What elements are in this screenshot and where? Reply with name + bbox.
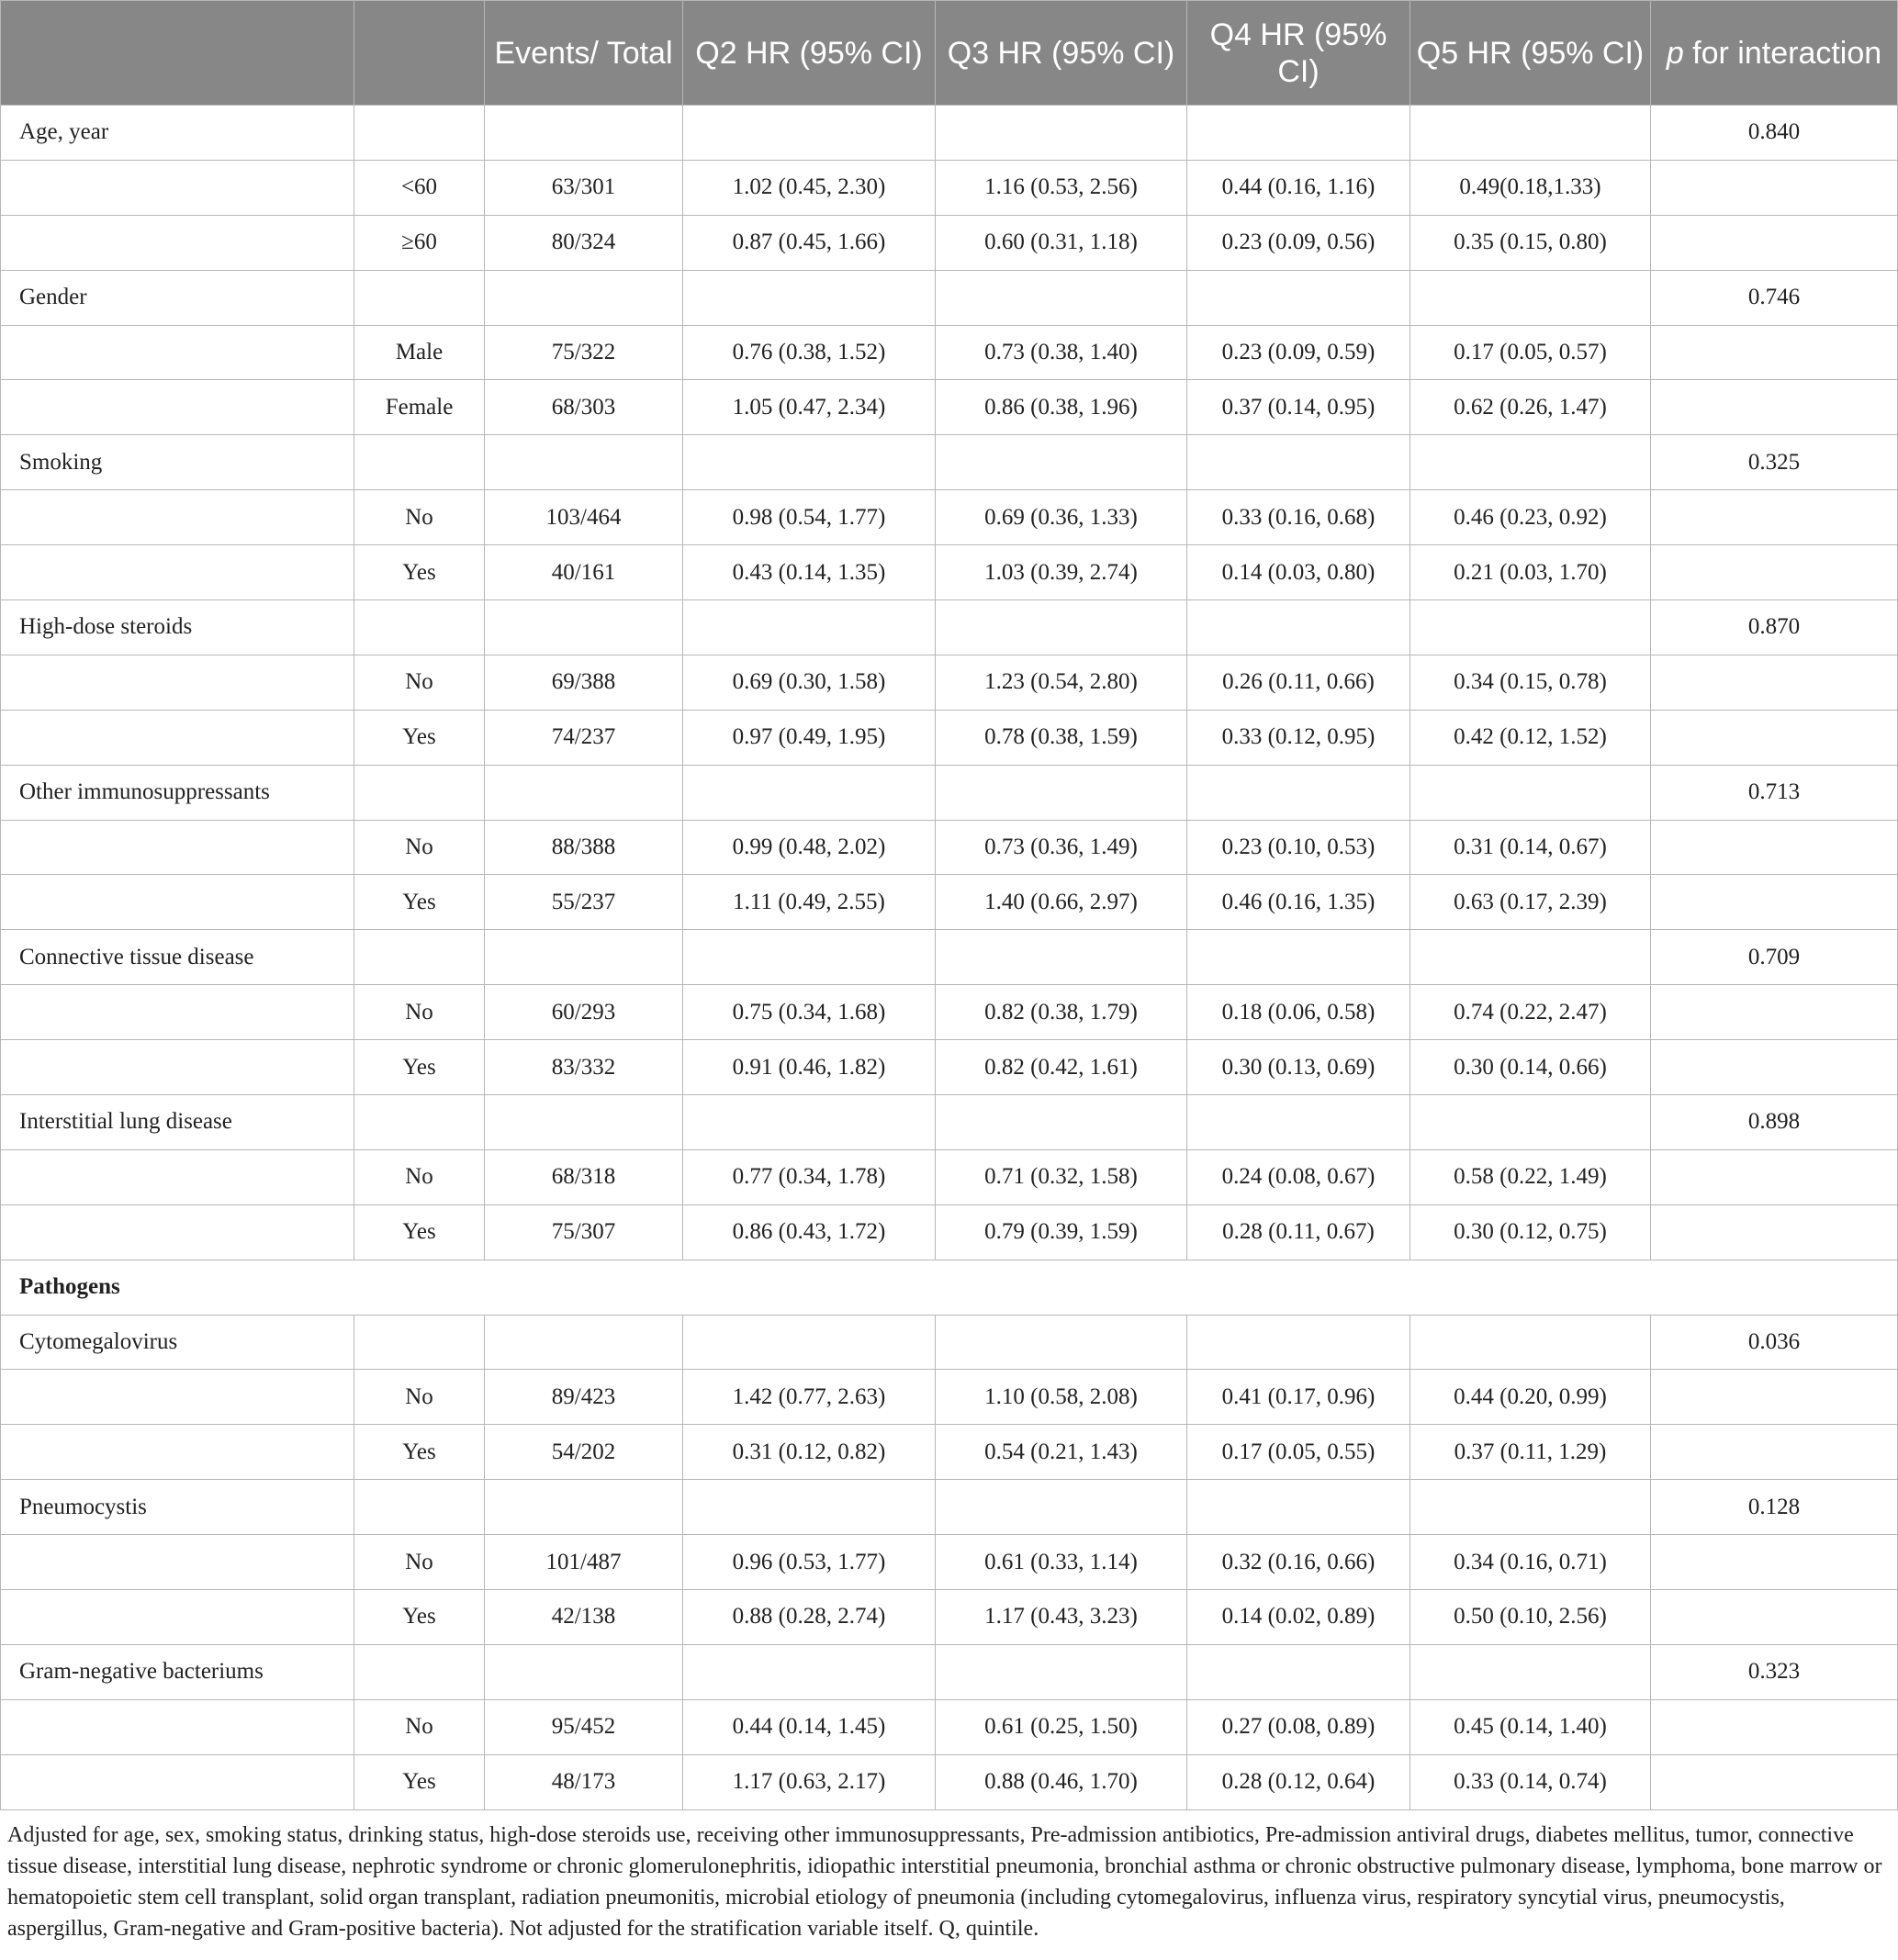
- q3-hr-cell: 0.54 (0.21, 1.43): [936, 1425, 1187, 1480]
- subgroup-cell: Yes: [354, 545, 485, 600]
- q5-hr-cell: 0.42 (0.12, 1.52): [1410, 710, 1651, 765]
- empty-cell: [1410, 270, 1651, 325]
- empty-cell: [936, 930, 1187, 985]
- empty-cell: [683, 1480, 936, 1535]
- q3-hr-cell: 0.88 (0.46, 1.70): [936, 1754, 1187, 1809]
- group-label: Cytomegalovirus: [1, 1315, 354, 1370]
- q5-hr-cell: 0.44 (0.20, 0.99): [1410, 1370, 1651, 1425]
- events-total-cell: 83/332: [485, 1040, 683, 1095]
- q3-hr-cell: 1.16 (0.53, 2.56): [936, 160, 1187, 215]
- q3-hr-cell: 1.40 (0.66, 2.97): [936, 875, 1187, 930]
- p-for-interaction-cell: 0.325: [1651, 435, 1898, 490]
- q4-hr-cell: 0.44 (0.16, 1.16): [1187, 160, 1410, 215]
- q2-hr-cell: 0.87 (0.45, 1.66): [683, 215, 936, 270]
- q4-hr-cell: 0.17 (0.05, 0.55): [1187, 1425, 1410, 1480]
- empty-cell: [354, 1644, 485, 1699]
- group-row: [1, 1315, 1898, 1370]
- table-row: [1, 1699, 1898, 1754]
- empty-cell: [1187, 1644, 1410, 1699]
- header-row: [1, 1, 1898, 106]
- q3-hr-cell: 0.61 (0.25, 1.50): [936, 1699, 1187, 1754]
- empty-cell: [1, 1040, 354, 1095]
- subgroup-cell: Yes: [354, 1754, 485, 1809]
- q2-hr-cell: 1.05 (0.47, 2.34): [683, 380, 936, 435]
- empty-cell: [354, 1315, 485, 1370]
- q5-hr-cell: 0.34 (0.15, 0.78): [1410, 655, 1651, 710]
- header-p-italic: p: [1666, 35, 1684, 71]
- empty-cell: [1, 1754, 354, 1809]
- header-q2: Q2 HR (95% CI): [683, 1, 936, 106]
- empty-cell: [1651, 1149, 1898, 1204]
- events-total-cell: 48/173: [485, 1754, 683, 1809]
- group-row: [1, 435, 1898, 490]
- q4-hr-cell: 0.24 (0.08, 0.67): [1187, 1149, 1410, 1204]
- empty-cell: [1, 710, 354, 765]
- table-row: [1, 215, 1898, 270]
- q4-hr-cell: 0.18 (0.06, 0.58): [1187, 985, 1410, 1040]
- subgroup-cell: Yes: [354, 1425, 485, 1480]
- header-events-total: Events/ Total: [485, 1, 683, 106]
- empty-cell: [1651, 1754, 1898, 1809]
- subgroup-cell: Yes: [354, 1040, 485, 1095]
- table-row: [1, 985, 1898, 1040]
- q3-hr-cell: 0.71 (0.32, 1.58): [936, 1149, 1187, 1204]
- q3-hr-cell: 1.03 (0.39, 2.74): [936, 545, 1187, 600]
- table-row: [1, 1425, 1898, 1480]
- header-q3: Q3 HR (95% CI): [936, 1, 1187, 106]
- table-row: [1, 875, 1898, 930]
- q2-hr-cell: 0.96 (0.53, 1.77): [683, 1535, 936, 1590]
- subgroup-cell: No: [354, 1699, 485, 1754]
- empty-cell: [354, 765, 485, 820]
- empty-cell: [1651, 1590, 1898, 1645]
- p-for-interaction-cell: 0.709: [1651, 930, 1898, 985]
- empty-cell: [1, 985, 354, 1040]
- q3-hr-cell: 0.69 (0.36, 1.33): [936, 490, 1187, 545]
- empty-cell: [1651, 710, 1898, 765]
- q4-hr-cell: 0.28 (0.11, 0.67): [1187, 1204, 1410, 1260]
- empty-cell: [354, 1480, 485, 1535]
- q3-hr-cell: 1.23 (0.54, 2.80): [936, 655, 1187, 710]
- empty-cell: [1651, 215, 1898, 270]
- empty-cell: [1187, 600, 1410, 655]
- group-label: Other immunosuppressants: [1, 765, 354, 820]
- q2-hr-cell: 0.91 (0.46, 1.82): [683, 1040, 936, 1095]
- group-row: [1, 930, 1898, 985]
- empty-cell: [1, 160, 354, 215]
- empty-cell: [1, 1590, 354, 1645]
- empty-cell: [1187, 270, 1410, 325]
- empty-cell: [683, 600, 936, 655]
- q4-hr-cell: 0.33 (0.12, 0.95): [1187, 710, 1410, 765]
- q2-hr-cell: 0.98 (0.54, 1.77): [683, 490, 936, 545]
- q3-hr-cell: 0.73 (0.38, 1.40): [936, 325, 1187, 380]
- subgroup-cell: ≥60: [354, 215, 485, 270]
- empty-cell: [1187, 435, 1410, 490]
- empty-cell: [1651, 1425, 1898, 1480]
- empty-cell: [1651, 985, 1898, 1040]
- q3-hr-cell: 1.10 (0.58, 2.08): [936, 1370, 1187, 1425]
- q5-hr-cell: 0.34 (0.16, 0.71): [1410, 1535, 1651, 1590]
- group-label: Smoking: [1, 435, 354, 490]
- empty-cell: [936, 270, 1187, 325]
- q3-hr-cell: 0.79 (0.39, 1.59): [936, 1204, 1187, 1260]
- events-total-cell: 55/237: [485, 875, 683, 930]
- p-for-interaction-cell: 0.128: [1651, 1480, 1898, 1535]
- q3-hr-cell: 1.17 (0.43, 3.23): [936, 1590, 1187, 1645]
- table-row: [1, 490, 1898, 545]
- empty-cell: [1, 1204, 354, 1260]
- empty-cell: [354, 270, 485, 325]
- empty-cell: [1, 655, 354, 710]
- q3-hr-cell: 0.82 (0.42, 1.61): [936, 1040, 1187, 1095]
- empty-cell: [1410, 435, 1651, 490]
- empty-cell: [1651, 490, 1898, 545]
- empty-cell: [1410, 765, 1651, 820]
- empty-cell: [485, 435, 683, 490]
- q4-hr-cell: 0.28 (0.12, 0.64): [1187, 1754, 1410, 1809]
- empty-cell: [485, 600, 683, 655]
- group-label: Interstitial lung disease: [1, 1095, 354, 1150]
- empty-cell: [485, 930, 683, 985]
- empty-cell: [1410, 600, 1651, 655]
- empty-cell: [354, 435, 485, 490]
- empty-cell: [1, 545, 354, 600]
- table-row: [1, 1535, 1898, 1590]
- empty-cell: [936, 1095, 1187, 1150]
- group-label: Connective tissue disease: [1, 930, 354, 985]
- q2-hr-cell: 0.44 (0.14, 1.45): [683, 1699, 936, 1754]
- empty-cell: [354, 1095, 485, 1150]
- empty-cell: [683, 1095, 936, 1150]
- table-row: [1, 1149, 1898, 1204]
- subgroup-cell: No: [354, 490, 485, 545]
- empty-cell: [1410, 1480, 1651, 1535]
- q4-hr-cell: 0.26 (0.11, 0.66): [1187, 655, 1410, 710]
- q4-hr-cell: 0.30 (0.13, 0.69): [1187, 1040, 1410, 1095]
- table-footnote: Adjusted for age, sex, smoking status, drinking status, high-dose steroids use, receiving other immunosuppressants, Pre-admission antibiotics, Pre-admission antiviral drugs, diabetes mellitus, tumor, connective tissue disease, interstitial lung disease, nephrotic syndrome or chronic glomerulonephritis, idiopathic interstitial pneumonia, bronchial asthma or chronic obstructive pulmonary disease, lymphoma, bone marrow or hematopoietic stem cell transplant, solid organ transplant, radiation pneumonitis, microbial etiology of pneumonia (including cytomegalovirus, influenza virus, respiratory syncytial virus, pneumocystis, aspergillus, Gram-negative and Gram-positive bacteria). Not adjusted for the stratification variable itself. Q, quintile.: [7, 1823, 1882, 1941]
- subgroup-cell: Yes: [354, 710, 485, 765]
- subgroup-cell: Yes: [354, 1204, 485, 1260]
- q5-hr-cell: 0.74 (0.22, 2.47): [1410, 985, 1651, 1040]
- events-total-cell: 54/202: [485, 1425, 683, 1480]
- q4-hr-cell: 0.14 (0.03, 0.80): [1187, 545, 1410, 600]
- empty-cell: [1651, 1699, 1898, 1754]
- q2-hr-cell: 0.76 (0.38, 1.52): [683, 325, 936, 380]
- empty-cell: [1651, 545, 1898, 600]
- empty-cell: [354, 106, 485, 161]
- empty-cell: [1651, 820, 1898, 875]
- p-for-interaction-cell: 0.746: [1651, 270, 1898, 325]
- events-total-cell: 42/138: [485, 1590, 683, 1645]
- section-row: [1, 1260, 1898, 1315]
- group-row: [1, 765, 1898, 820]
- events-total-cell: 74/237: [485, 710, 683, 765]
- group-row: [1, 1644, 1898, 1699]
- empty-cell: [485, 270, 683, 325]
- empty-cell: [683, 930, 936, 985]
- empty-cell: [485, 1644, 683, 1699]
- q5-hr-cell: 0.50 (0.10, 2.56): [1410, 1590, 1651, 1645]
- empty-cell: [485, 765, 683, 820]
- empty-cell: [1, 1149, 354, 1204]
- empty-cell: [1, 875, 354, 930]
- q2-hr-cell: 0.31 (0.12, 0.82): [683, 1425, 936, 1480]
- empty-cell: [354, 600, 485, 655]
- events-total-cell: 75/322: [485, 325, 683, 380]
- empty-cell: [1410, 1315, 1651, 1370]
- empty-cell: [1, 1370, 354, 1425]
- empty-cell: [485, 106, 683, 161]
- empty-cell: [1, 1699, 354, 1754]
- empty-cell: [936, 600, 1187, 655]
- group-row: [1, 600, 1898, 655]
- empty-cell: [1651, 1535, 1898, 1590]
- empty-cell: [683, 270, 936, 325]
- q2-hr-cell: 0.69 (0.30, 1.58): [683, 655, 936, 710]
- events-total-cell: 68/303: [485, 380, 683, 435]
- table-row: [1, 380, 1898, 435]
- empty-cell: [1, 1535, 354, 1590]
- q4-hr-cell: 0.23 (0.10, 0.53): [1187, 820, 1410, 875]
- empty-cell: [1410, 930, 1651, 985]
- table-row: [1, 1040, 1898, 1095]
- q4-hr-cell: 0.14 (0.02, 0.89): [1187, 1590, 1410, 1645]
- events-total-cell: 75/307: [485, 1204, 683, 1260]
- q5-hr-cell: 0.37 (0.11, 1.29): [1410, 1425, 1651, 1480]
- group-label: Age, year: [1, 106, 354, 161]
- empty-cell: [1, 215, 354, 270]
- q2-hr-cell: 0.99 (0.48, 2.02): [683, 820, 936, 875]
- q5-hr-cell: 0.30 (0.12, 0.75): [1410, 1204, 1651, 1260]
- empty-cell: [1187, 1095, 1410, 1150]
- empty-cell: [1651, 1204, 1898, 1260]
- subgroup-cell: No: [354, 1149, 485, 1204]
- q3-hr-cell: 0.60 (0.31, 1.18): [936, 215, 1187, 270]
- q4-hr-cell: 0.32 (0.16, 0.66): [1187, 1535, 1410, 1590]
- q2-hr-cell: 0.97 (0.49, 1.95): [683, 710, 936, 765]
- q2-hr-cell: 1.42 (0.77, 2.63): [683, 1370, 936, 1425]
- p-for-interaction-cell: 0.840: [1651, 106, 1898, 161]
- header-q4: Q4 HR (95% CI): [1187, 1, 1410, 106]
- group-label: Gender: [1, 270, 354, 325]
- q5-hr-cell: 0.17 (0.05, 0.57): [1410, 325, 1651, 380]
- q5-hr-cell: 0.33 (0.14, 0.74): [1410, 1754, 1651, 1809]
- group-row: [1, 106, 1898, 161]
- events-total-cell: 69/388: [485, 655, 683, 710]
- events-total-cell: 68/318: [485, 1149, 683, 1204]
- p-for-interaction-cell: 0.870: [1651, 600, 1898, 655]
- header-q5: Q5 HR (95% CI): [1410, 1, 1651, 106]
- q2-hr-cell: 1.17 (0.63, 2.17): [683, 1754, 936, 1809]
- table-row: [1, 1204, 1898, 1260]
- empty-cell: [1187, 930, 1410, 985]
- q5-hr-cell: 0.35 (0.15, 0.80): [1410, 215, 1651, 270]
- subgroup-cell: Yes: [354, 875, 485, 930]
- header-p-interaction: [1651, 1, 1898, 106]
- empty-cell: [1, 325, 354, 380]
- q5-hr-cell: 0.58 (0.22, 1.49): [1410, 1149, 1651, 1204]
- empty-cell: [936, 106, 1187, 161]
- q4-hr-cell: 0.41 (0.17, 0.96): [1187, 1370, 1410, 1425]
- table-row: [1, 1370, 1898, 1425]
- table-row: [1, 1590, 1898, 1645]
- empty-cell: [1651, 1040, 1898, 1095]
- empty-cell: [936, 765, 1187, 820]
- empty-cell: [1651, 325, 1898, 380]
- empty-cell: [485, 1315, 683, 1370]
- section-label: Pathogens: [1, 1260, 1898, 1315]
- subgroup-cell: No: [354, 985, 485, 1040]
- empty-cell: [1651, 875, 1898, 930]
- empty-cell: [936, 1644, 1187, 1699]
- events-total-cell: 103/464: [485, 490, 683, 545]
- group-label: Pneumocystis: [1, 1480, 354, 1535]
- group-label: High-dose steroids: [1, 600, 354, 655]
- q2-hr-cell: 0.88 (0.28, 2.74): [683, 1590, 936, 1645]
- q2-hr-cell: 1.11 (0.49, 2.55): [683, 875, 936, 930]
- q5-hr-cell: 0.46 (0.23, 0.92): [1410, 490, 1651, 545]
- group-label: Gram-negative bacteriums: [1, 1644, 354, 1699]
- q2-hr-cell: 0.77 (0.34, 1.78): [683, 1149, 936, 1204]
- p-for-interaction-cell: 0.323: [1651, 1644, 1898, 1699]
- q4-hr-cell: 0.27 (0.08, 0.89): [1187, 1699, 1410, 1754]
- p-for-interaction-cell: 0.713: [1651, 765, 1898, 820]
- q4-hr-cell: 0.23 (0.09, 0.56): [1187, 215, 1410, 270]
- table-body: [1, 106, 1898, 1810]
- q3-hr-cell: 0.86 (0.38, 1.96): [936, 380, 1187, 435]
- empty-cell: [1651, 655, 1898, 710]
- q4-hr-cell: 0.23 (0.09, 0.59): [1187, 325, 1410, 380]
- empty-cell: [936, 1315, 1187, 1370]
- empty-cell: [1, 820, 354, 875]
- q5-hr-cell: 0.49(0.18,1.33): [1410, 160, 1651, 215]
- events-total-cell: 88/388: [485, 820, 683, 875]
- group-row: [1, 270, 1898, 325]
- empty-cell: [683, 765, 936, 820]
- empty-cell: [1187, 1315, 1410, 1370]
- subgroup-cell: <60: [354, 160, 485, 215]
- q3-hr-cell: 0.61 (0.33, 1.14): [936, 1535, 1187, 1590]
- subgroup-cell: Male: [354, 325, 485, 380]
- empty-cell: [1410, 1644, 1651, 1699]
- table-row: [1, 160, 1898, 215]
- empty-cell: [683, 435, 936, 490]
- q2-hr-cell: 1.02 (0.45, 2.30): [683, 160, 936, 215]
- empty-cell: [485, 1480, 683, 1535]
- group-row: [1, 1480, 1898, 1535]
- q4-hr-cell: 0.46 (0.16, 1.35): [1187, 875, 1410, 930]
- empty-cell: [683, 106, 936, 161]
- empty-cell: [1410, 106, 1651, 161]
- q5-hr-cell: 0.31 (0.14, 0.67): [1410, 820, 1651, 875]
- q3-hr-cell: 0.78 (0.38, 1.59): [936, 710, 1187, 765]
- subgroup-cell: No: [354, 1370, 485, 1425]
- q2-hr-cell: 0.86 (0.43, 1.72): [683, 1204, 936, 1260]
- subgroup-cell: No: [354, 655, 485, 710]
- q5-hr-cell: 0.63 (0.17, 2.39): [1410, 875, 1651, 930]
- subgroup-cell: No: [354, 1535, 485, 1590]
- q4-hr-cell: 0.37 (0.14, 0.95): [1187, 380, 1410, 435]
- header-subgroup: [354, 1, 485, 106]
- table-row: [1, 545, 1898, 600]
- group-row: [1, 1095, 1898, 1150]
- q2-hr-cell: 0.43 (0.14, 1.35): [683, 545, 936, 600]
- empty-cell: [1651, 160, 1898, 215]
- empty-cell: [1187, 765, 1410, 820]
- table-row: [1, 820, 1898, 875]
- events-total-cell: 80/324: [485, 215, 683, 270]
- empty-cell: [1187, 106, 1410, 161]
- empty-cell: [485, 1095, 683, 1150]
- p-for-interaction-cell: 0.898: [1651, 1095, 1898, 1150]
- q5-hr-cell: 0.45 (0.14, 1.40): [1410, 1699, 1651, 1754]
- events-total-cell: 60/293: [485, 985, 683, 1040]
- events-total-cell: 63/301: [485, 160, 683, 215]
- empty-cell: [1651, 1370, 1898, 1425]
- subgroup-cell: Yes: [354, 1590, 485, 1645]
- events-total-cell: 40/161: [485, 545, 683, 600]
- q5-hr-cell: 0.21 (0.03, 1.70): [1410, 545, 1651, 600]
- empty-cell: [354, 930, 485, 985]
- q3-hr-cell: 0.73 (0.36, 1.49): [936, 820, 1187, 875]
- header-p-rest: for interaction: [1683, 35, 1882, 71]
- empty-cell: [1, 380, 354, 435]
- empty-cell: [1187, 1480, 1410, 1535]
- events-total-cell: 101/487: [485, 1535, 683, 1590]
- empty-cell: [936, 435, 1187, 490]
- table-row: [1, 325, 1898, 380]
- empty-cell: [1651, 380, 1898, 435]
- events-total-cell: 95/452: [485, 1699, 683, 1754]
- header-variable: [1, 1, 354, 106]
- empty-cell: [683, 1644, 936, 1699]
- q4-hr-cell: 0.33 (0.16, 0.68): [1187, 490, 1410, 545]
- empty-cell: [683, 1315, 936, 1370]
- empty-cell: [1, 490, 354, 545]
- events-total-cell: 89/423: [485, 1370, 683, 1425]
- table-row: [1, 710, 1898, 765]
- empty-cell: [1410, 1095, 1651, 1150]
- q5-hr-cell: 0.62 (0.26, 1.47): [1410, 380, 1651, 435]
- q5-hr-cell: 0.30 (0.14, 0.66): [1410, 1040, 1651, 1095]
- subgroup-cell: No: [354, 820, 485, 875]
- empty-cell: [936, 1480, 1187, 1535]
- table-row: [1, 655, 1898, 710]
- q3-hr-cell: 0.82 (0.38, 1.79): [936, 985, 1187, 1040]
- q2-hr-cell: 0.75 (0.34, 1.68): [683, 985, 936, 1040]
- empty-cell: [1, 1425, 354, 1480]
- table-row: [1, 1754, 1898, 1809]
- subgroup-cell: Female: [354, 380, 485, 435]
- p-for-interaction-cell: 0.036: [1651, 1315, 1898, 1370]
